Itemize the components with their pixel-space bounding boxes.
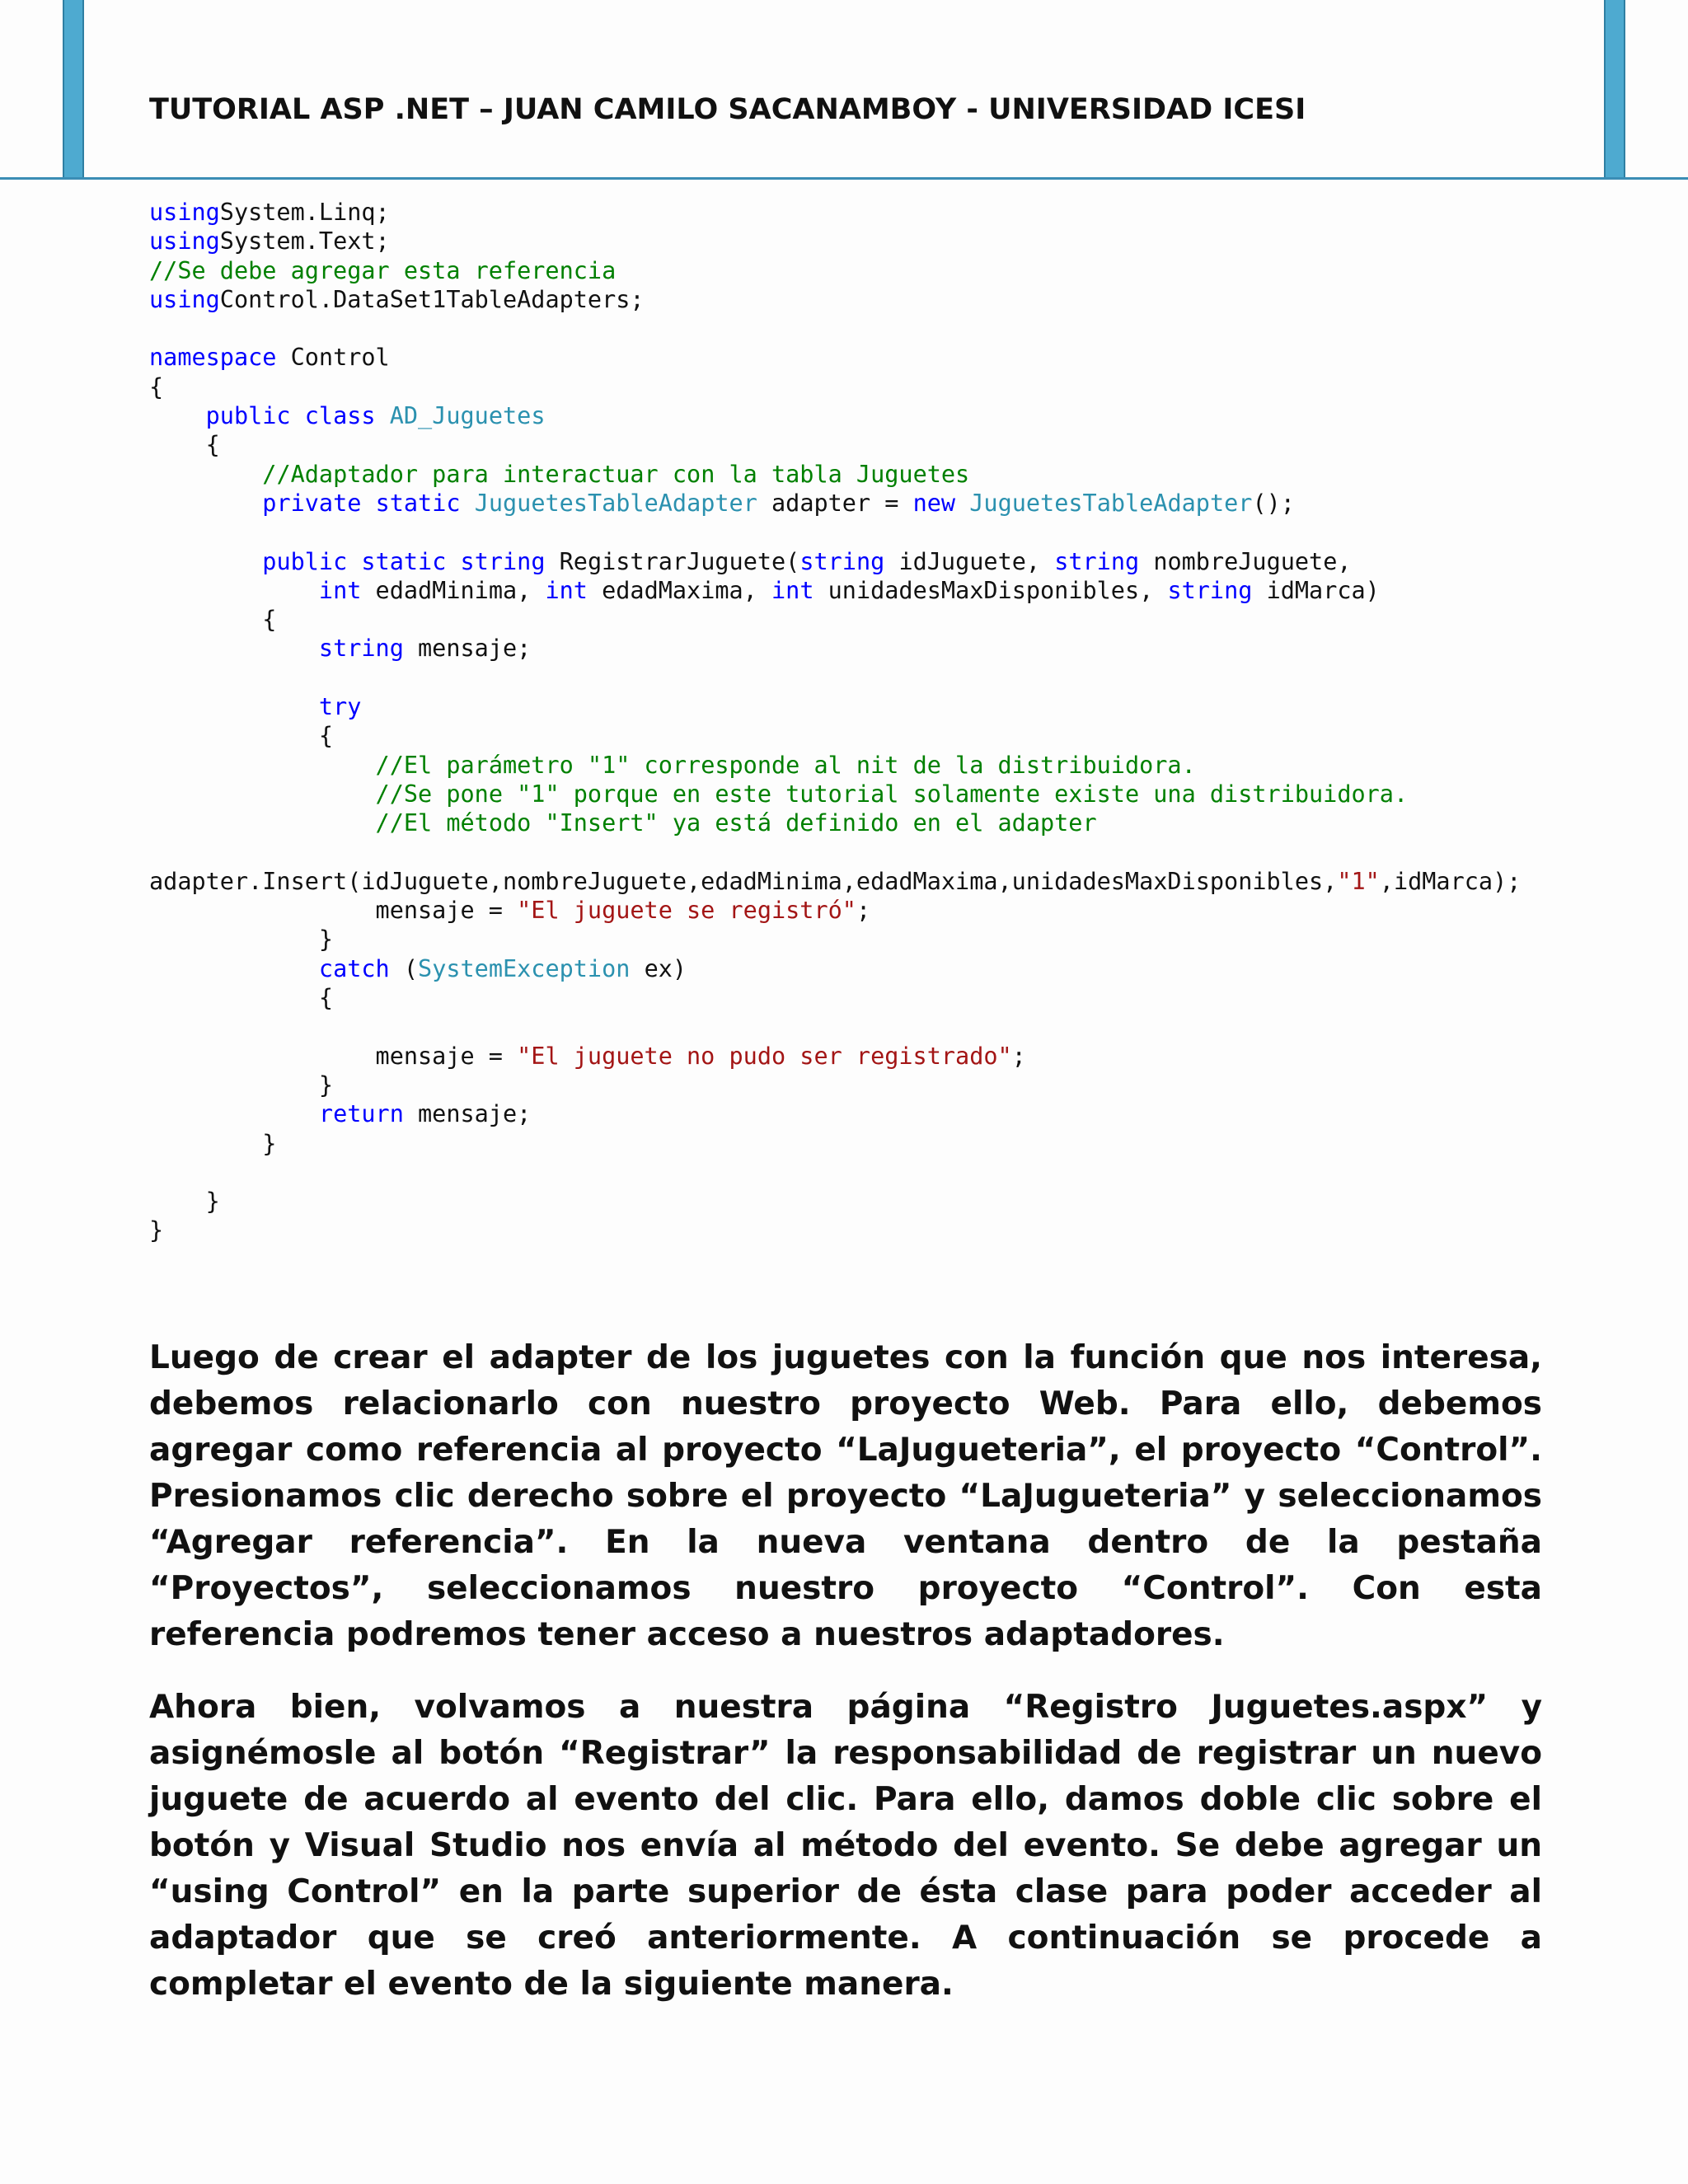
code-token (149, 402, 206, 429)
code-token: { (149, 373, 164, 401)
code-token (149, 1100, 319, 1127)
code-line (149, 925, 1682, 954)
code-token: //El parámetro "1" corresponde al nit de la distribuidora. (375, 751, 1196, 779)
code-token: { (149, 722, 334, 750)
code-token (149, 752, 376, 779)
code-line (149, 373, 1682, 401)
code-token: mensaje; (403, 635, 532, 663)
code-token: //Adaptador para interactuar con la tabla Juguetes (262, 460, 970, 488)
code-token: static (361, 547, 447, 575)
code-token (149, 461, 262, 488)
code-token (955, 490, 969, 517)
code-line (149, 1099, 1682, 1128)
code-token: JuguetesTableAdapter (474, 489, 757, 517)
code-line (149, 1187, 1682, 1216)
code-token: Control.DataSet1TableAdapters; (219, 285, 645, 313)
code-line (149, 460, 1682, 489)
code-line (149, 751, 1682, 780)
code-line (149, 896, 1682, 925)
code-token: "El juguete no pudo ser registrado" (517, 1042, 1012, 1070)
code-token: adapter.Insert(idJuguete,nombreJuguete,edadMinima,edadMaxima,unidadesMaxDisponibles, (149, 867, 1338, 895)
code-token: } (149, 926, 334, 954)
code-line (149, 430, 1682, 459)
header-accent-bar-left (63, 0, 84, 179)
code-token: int (771, 576, 814, 604)
code-token: idJuguete, (884, 547, 1055, 575)
code-token: ( (389, 954, 419, 982)
code-token (149, 809, 376, 837)
code-line (149, 576, 1682, 605)
code-token: System.Text; (219, 227, 390, 255)
code-token (149, 577, 319, 604)
code-token: JuguetesTableAdapter (969, 489, 1253, 517)
code-line (149, 634, 1682, 663)
code-token: private (262, 489, 362, 517)
code-token (347, 548, 361, 575)
code-line (149, 721, 1682, 750)
code-token: mensaje = (149, 897, 518, 925)
code-line (149, 518, 1682, 546)
code-token: idMarca) (1252, 576, 1380, 604)
code-line (149, 954, 1682, 983)
code-token: "1" (1337, 867, 1380, 895)
code-token: string (318, 635, 404, 663)
code-token: (); (1252, 489, 1295, 517)
code-token: //El método "Insert" ya está definido en el adapter (375, 809, 1097, 837)
code-token (149, 635, 319, 662)
code-token: string (460, 547, 546, 575)
code-token: using (149, 285, 220, 313)
code-token: } (149, 1216, 164, 1244)
code-line (149, 663, 1682, 692)
code-line (149, 285, 1682, 314)
code-line (149, 1129, 1682, 1158)
code-line (149, 1071, 1682, 1099)
code-line (149, 838, 1682, 867)
code-token (149, 955, 319, 982)
body-paragraph-1: Luego de crear el adapter de los juguetes con la función que nos interesa, debemos relacionarlo con nuestro proyecto Web. Para ello, debemos agregar como referencia al proyecto “LaJugueteria”, el proyecto “Control”. Presionamos clic derecho sobre el proyecto “LaJugueteria” y seleccionamos “Agregar referencia”. En la nueva ventana dentro de la pestaña “Proyectos”, seleccionamos nuestro proyecto “Control”. Con esta referencia podremos tener acceso a nuestros adaptadores. (149, 1339, 1542, 1653)
code-token: ; (856, 897, 871, 925)
code-line (149, 401, 1682, 430)
code-token: public (262, 547, 348, 575)
code-token: ; (1011, 1042, 1026, 1070)
code-token (149, 780, 376, 808)
code-token (361, 490, 375, 517)
code-line (149, 256, 1682, 285)
code-line (149, 1012, 1682, 1041)
code-token: static (375, 489, 461, 517)
code-token: adapter = (757, 489, 913, 517)
code-token (149, 693, 319, 720)
code-token: ex) (630, 954, 687, 982)
code-token: mensaje; (403, 1100, 532, 1128)
code-token (149, 548, 262, 575)
code-token: try (318, 693, 362, 721)
code-line (149, 983, 1682, 1012)
code-line (149, 489, 1682, 518)
code-line (149, 780, 1682, 808)
code-token: //Se debe agregar esta referencia (149, 256, 617, 284)
body-paragraph-2: Ahora bien, volvamos a nuestra página “Registro Juguetes.aspx” y asignémosle al botón “Registrar” la responsabilidad de registrar un nuevo juguete de acuerdo al evento del clic. Para ello, damos doble clic sobre el botón y Visual Studio nos envía al método del evento. Se debe agregar un “using Control” en la parte superior de ésta clase para poder acceder al adaptador que se creó anteriormente. A continuación se procede a completar el evento de la siguiente manera. (149, 1689, 1542, 2003)
code-line (149, 1158, 1682, 1187)
code-token: public (205, 402, 291, 430)
code-token: unidadesMaxDisponibles, (814, 576, 1168, 604)
code-line (149, 227, 1682, 255)
code-token: //Se pone "1" porque en este tutorial solamente existe una distribuidora. (375, 780, 1409, 808)
code-token: string (799, 547, 885, 575)
code-token: string (1054, 547, 1140, 575)
code-token: edadMaxima, (587, 576, 771, 604)
code-token: { (149, 431, 220, 459)
code-token: return (318, 1100, 404, 1128)
code-listing (149, 198, 1682, 1245)
code-token: new (912, 489, 956, 517)
code-line (149, 605, 1682, 634)
code-line (149, 1042, 1682, 1071)
code-token (149, 490, 262, 517)
code-token: int (545, 576, 588, 604)
code-token: } (149, 1188, 220, 1216)
code-token: edadMinima, (361, 576, 546, 604)
code-token: nombreJuguete, (1139, 547, 1352, 575)
code-token: int (318, 576, 362, 604)
code-token: { (149, 606, 277, 634)
code-token: AD_Juguetes (389, 402, 546, 430)
page-header-title: TUTORIAL ASP .NET – JUAN CAMILO SACANAMBOY - UNIVERSIDAD ICESI (149, 93, 1306, 126)
code-line (149, 343, 1682, 372)
code-line (149, 808, 1682, 837)
code-token: string (1167, 576, 1253, 604)
code-token: RegistrarJuguete( (545, 547, 800, 575)
code-token: catch (318, 954, 390, 982)
header-accent-bar-right (1604, 0, 1625, 179)
code-token: Control (276, 344, 390, 372)
code-line (149, 198, 1682, 227)
code-token: namespace (149, 344, 277, 372)
code-token: "El juguete se registró" (517, 897, 856, 925)
code-line (149, 1216, 1682, 1244)
code-token (376, 402, 390, 429)
code-token: using (149, 227, 220, 255)
code-token: } (149, 1071, 334, 1099)
code-token: SystemException (418, 954, 631, 982)
code-token: { (149, 984, 334, 1012)
code-token: using (149, 199, 220, 226)
code-line (149, 692, 1682, 721)
code-token: mensaje = (149, 1042, 518, 1070)
code-line (149, 314, 1682, 343)
code-token: class (304, 402, 376, 430)
code-line (149, 547, 1682, 576)
header-divider (0, 177, 1688, 180)
code-token: } (149, 1129, 277, 1157)
code-token (461, 490, 475, 517)
code-line (149, 867, 1682, 896)
code-token: System.Linq; (219, 199, 390, 226)
code-token: ,idMarca); (1379, 867, 1522, 895)
code-token (291, 402, 305, 429)
code-token (446, 548, 460, 575)
